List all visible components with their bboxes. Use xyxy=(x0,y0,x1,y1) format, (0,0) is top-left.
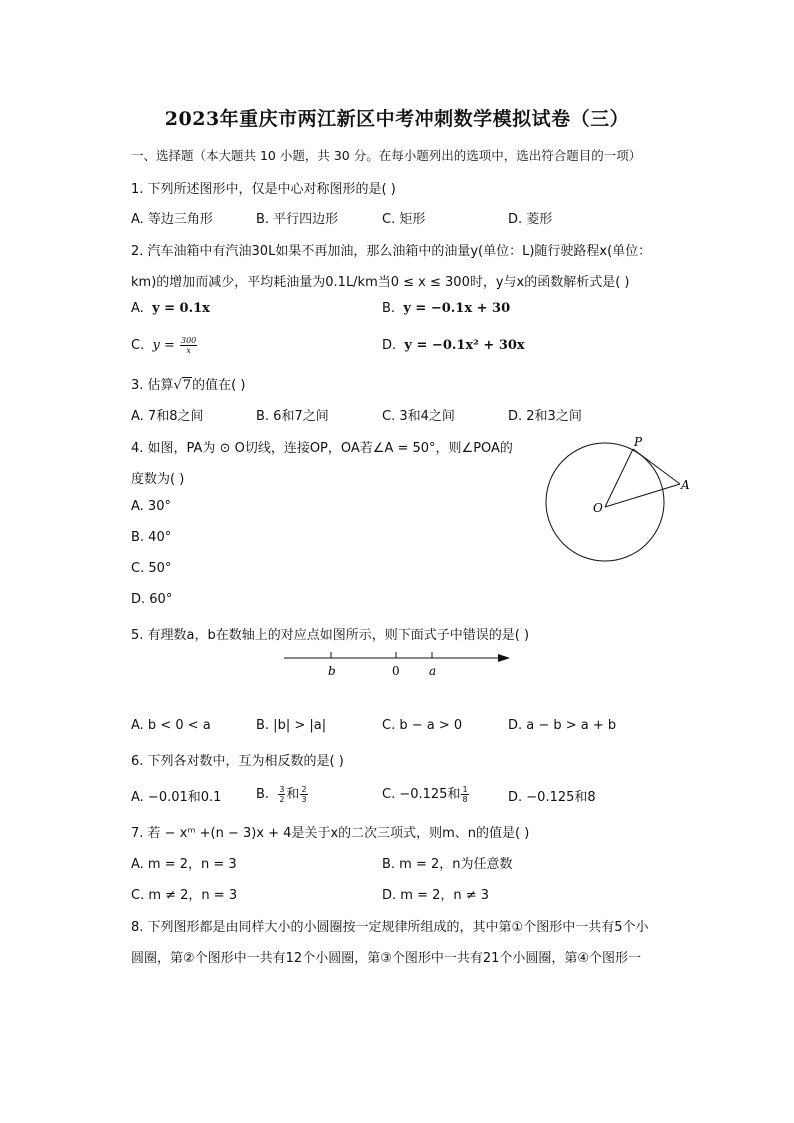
q3-stem-pre: 3. 估算 xyxy=(131,378,174,393)
q6-fraction-2 xyxy=(300,785,307,804)
q2-option-c xyxy=(131,336,198,355)
q3-option-d: D. 2和3之间 xyxy=(508,409,582,424)
question-3-stem xyxy=(131,374,245,393)
axis-label-a: a xyxy=(429,664,437,678)
q6-fraction-1 xyxy=(278,785,285,804)
q2-option-b-expr: y = −0.1x + 30 xyxy=(403,301,511,316)
q6-option-c-label: C. −0.125和 xyxy=(382,787,461,802)
q7-option-c: C. m ≠ 2，n = 3 xyxy=(131,888,238,903)
question-5-stem: 5. 有理数a，b在数轴上的对应点如图所示，则下面式子中错误的是( ) xyxy=(131,628,530,643)
q7-option-d: D. m = 2，n ≠ 3 xyxy=(382,888,490,903)
fraction-denominator: 8 xyxy=(462,795,468,804)
q2-option-b xyxy=(382,301,510,316)
q2-option-b-label: B. xyxy=(382,301,396,316)
q4-option-c: C. 50° xyxy=(131,561,172,576)
q6-option-b-label: B. xyxy=(256,787,270,802)
fraction-denominator: 3 xyxy=(301,795,307,804)
fraction-denominator: x xyxy=(186,346,191,355)
q2-option-a-expr: y = 0.1x xyxy=(152,301,210,316)
q1-option-b: B. 平行四边形 xyxy=(256,212,339,227)
q2-option-d-label: D. xyxy=(382,338,397,353)
axis-arrow xyxy=(498,654,510,662)
q2-option-c-lhs: y = xyxy=(152,338,175,353)
q5-option-a: A. b < 0 < a xyxy=(131,718,211,733)
q3-option-c: C. 3和4之间 xyxy=(382,409,455,424)
q1-option-c: C. 矩形 xyxy=(382,212,426,227)
q2-option-c-fraction xyxy=(180,336,197,355)
q7-option-a: A. m = 2，n = 3 xyxy=(131,857,237,872)
q6-option-b xyxy=(256,783,309,804)
sqrt-expression: √7 xyxy=(173,378,192,393)
fraction-numerator: 2 xyxy=(301,785,307,794)
q2-option-a xyxy=(131,301,210,316)
sqrt-radicand: 7 xyxy=(182,378,192,393)
page-title: 2023年重庆市两江新区中考冲刺数学模拟试卷（三） xyxy=(164,108,630,130)
fraction-numerator: 300 xyxy=(181,336,197,345)
q2-option-a-label: A. xyxy=(131,301,144,316)
q5-option-c: C. b − a > 0 xyxy=(382,718,463,733)
question-8-line-2: 圆圈，第②个图形中一共有12个小圆圈，第③个图形中一共有21个小圆圈，第④个图形一 xyxy=(131,951,642,966)
q2-option-d-expr: y = −0.1x² + 30x xyxy=(404,338,525,353)
q4-option-a: A. 30° xyxy=(131,499,171,514)
q4-option-d: D. 60° xyxy=(131,592,173,607)
q6-fraction-3 xyxy=(461,785,468,804)
number-line xyxy=(280,648,520,682)
question-4-line-1: 4. 如图，PA为 ⊙ O切线，连接OP，OA若∠A = 50°，则∠POA的 xyxy=(131,441,513,456)
question-4-line-2: 度数为( ) xyxy=(131,472,185,487)
q6-option-c xyxy=(382,783,470,804)
q2-option-d xyxy=(382,338,525,353)
question-2-line-2: km)的增加而减少，平均耗油量为0.1L/km当0 ≤ x ≤ 300时，y与x的函数解析式是( ) xyxy=(131,275,630,290)
section-heading: 一、选择题（本大题共 10 小题，共 30 分。在每小题列出的选项中，选出符合题目的一项） xyxy=(131,148,642,163)
question-6-stem: 6. 下列各对数中，互为相反数的是( ) xyxy=(131,754,344,769)
fraction-numerator: 1 xyxy=(462,785,468,794)
segment-op xyxy=(605,449,633,507)
fraction-denominator: 2 xyxy=(279,795,285,804)
question-8-line-1: 8. 下列图形都是由同样大小的小圆圈按一定规律所组成的，其中第①个图形中一共有5个小 xyxy=(131,920,649,935)
q3-option-a: A. 7和8之间 xyxy=(131,409,204,424)
segment-pa xyxy=(633,449,680,484)
q1-option-a: A. 等边三角形 xyxy=(131,212,213,227)
circle-o xyxy=(546,443,664,561)
q6-option-d: D. −0.125和8 xyxy=(508,790,596,805)
segment-oa xyxy=(605,484,680,507)
axis-label-b: b xyxy=(328,664,336,678)
q7-option-b: B. m = 2，n为任意数 xyxy=(382,857,513,872)
q6-option-b-connector: 和 xyxy=(286,787,300,802)
q6-option-a: A. −0.01和0.1 xyxy=(131,790,222,805)
question-7-stem: 7. 若 − xᵐ +(n − 3)x + 4是关于x的二次三项式，则m、n的值是( ) xyxy=(131,826,530,841)
q5-option-b: B. |b| > |a| xyxy=(256,718,327,733)
q4-option-b: B. 40° xyxy=(131,530,172,545)
q5-option-d: D. a − b > a + b xyxy=(508,718,617,733)
label-o: O xyxy=(593,501,603,515)
q3-option-b: B. 6和7之间 xyxy=(256,409,329,424)
circle-tangent-figure xyxy=(540,432,700,572)
question-1-stem: 1. 下列所述图形中，仅是中心对称图形的是( ) xyxy=(131,182,396,197)
fraction-numerator: 3 xyxy=(279,785,285,794)
question-2-line-1: 2. 汽车油箱中有汽油30L如果不再加油，那么油箱中的油量y(单位：L)随行驶路程x(单位： xyxy=(131,244,652,259)
q2-option-c-label: C. xyxy=(131,338,145,353)
label-p: P xyxy=(634,435,643,449)
label-a: A xyxy=(681,478,690,492)
q3-stem-post: 的值在( ) xyxy=(192,378,246,393)
q1-option-d: D. 菱形 xyxy=(508,212,553,227)
axis-label-zero: 0 xyxy=(392,664,400,678)
